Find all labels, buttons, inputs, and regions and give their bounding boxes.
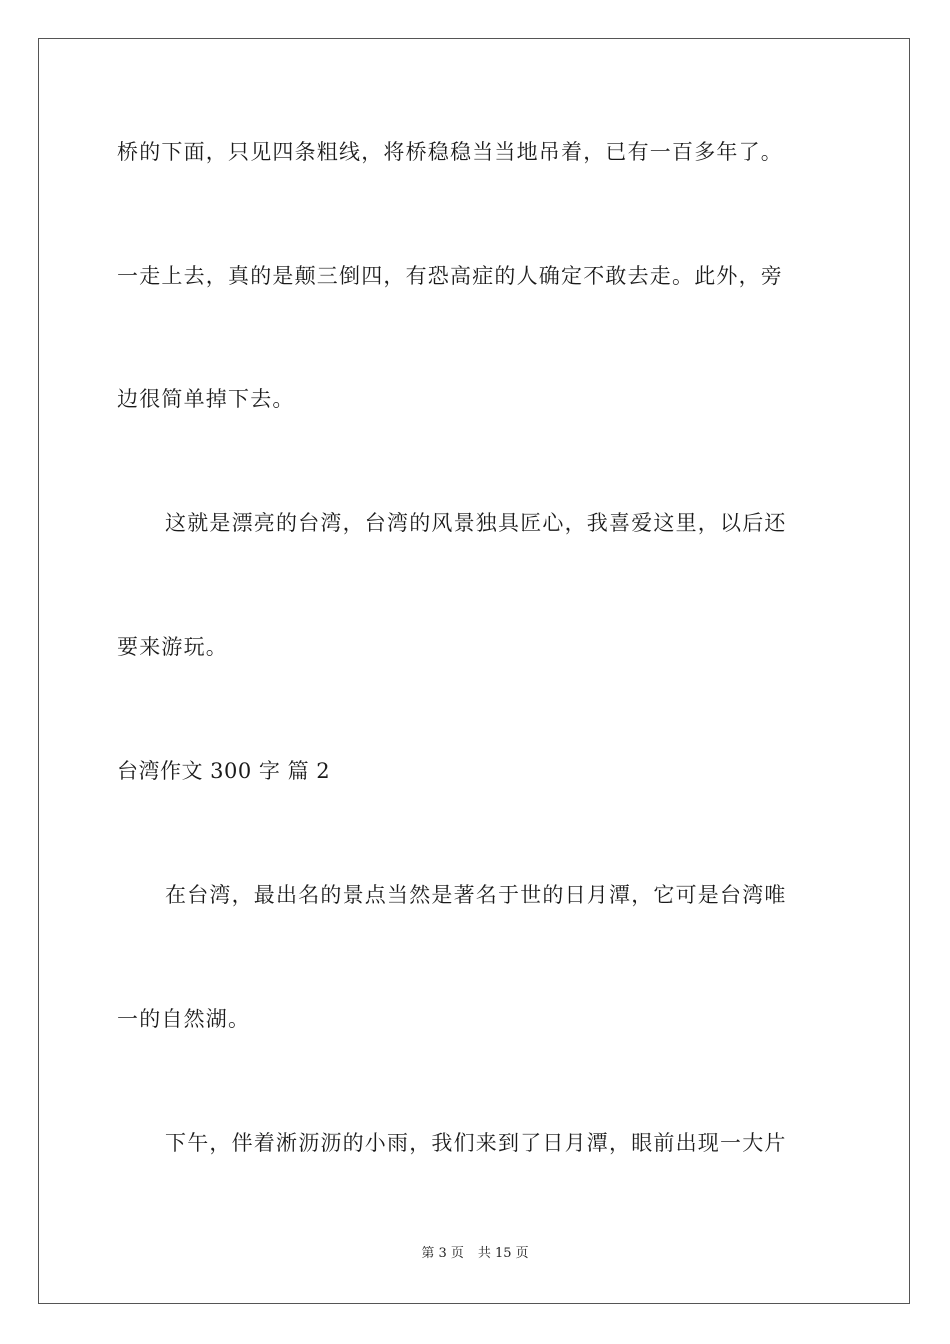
paragraph-line: 一的自然湖。	[117, 1007, 251, 1031]
paragraph-line: 这就是漂亮的台湾，台湾的风景独具匠心，我喜爱这里，以后还	[165, 511, 787, 535]
paragraph-line: 在台湾，最出名的景点当然是著名于世的日月潭，它可是台湾唯	[165, 883, 787, 907]
paragraph-line: 下午，伴着淅沥沥的小雨，我们来到了日月潭，眼前出现一大片	[165, 1131, 787, 1155]
paragraph-line: 边很简单掉下去。	[117, 387, 295, 411]
page-total: 共 15 页	[477, 1246, 529, 1261]
paragraph-line: 桥的下面，只见四条粗线，将桥稳稳当当地吊着，已有一百多年了。	[117, 140, 783, 164]
paragraph-line: 一走上去，真的是颠三倒四，有恐高症的人确定不敢去走。此外，旁	[117, 264, 783, 288]
page-border	[38, 38, 910, 1304]
page-footer	[0, 1245, 950, 1263]
section-heading: 台湾作文 300 字 篇 2	[117, 759, 331, 783]
page-number: 第 3 页	[421, 1246, 464, 1261]
paragraph-line: 要来游玩。	[117, 635, 228, 659]
